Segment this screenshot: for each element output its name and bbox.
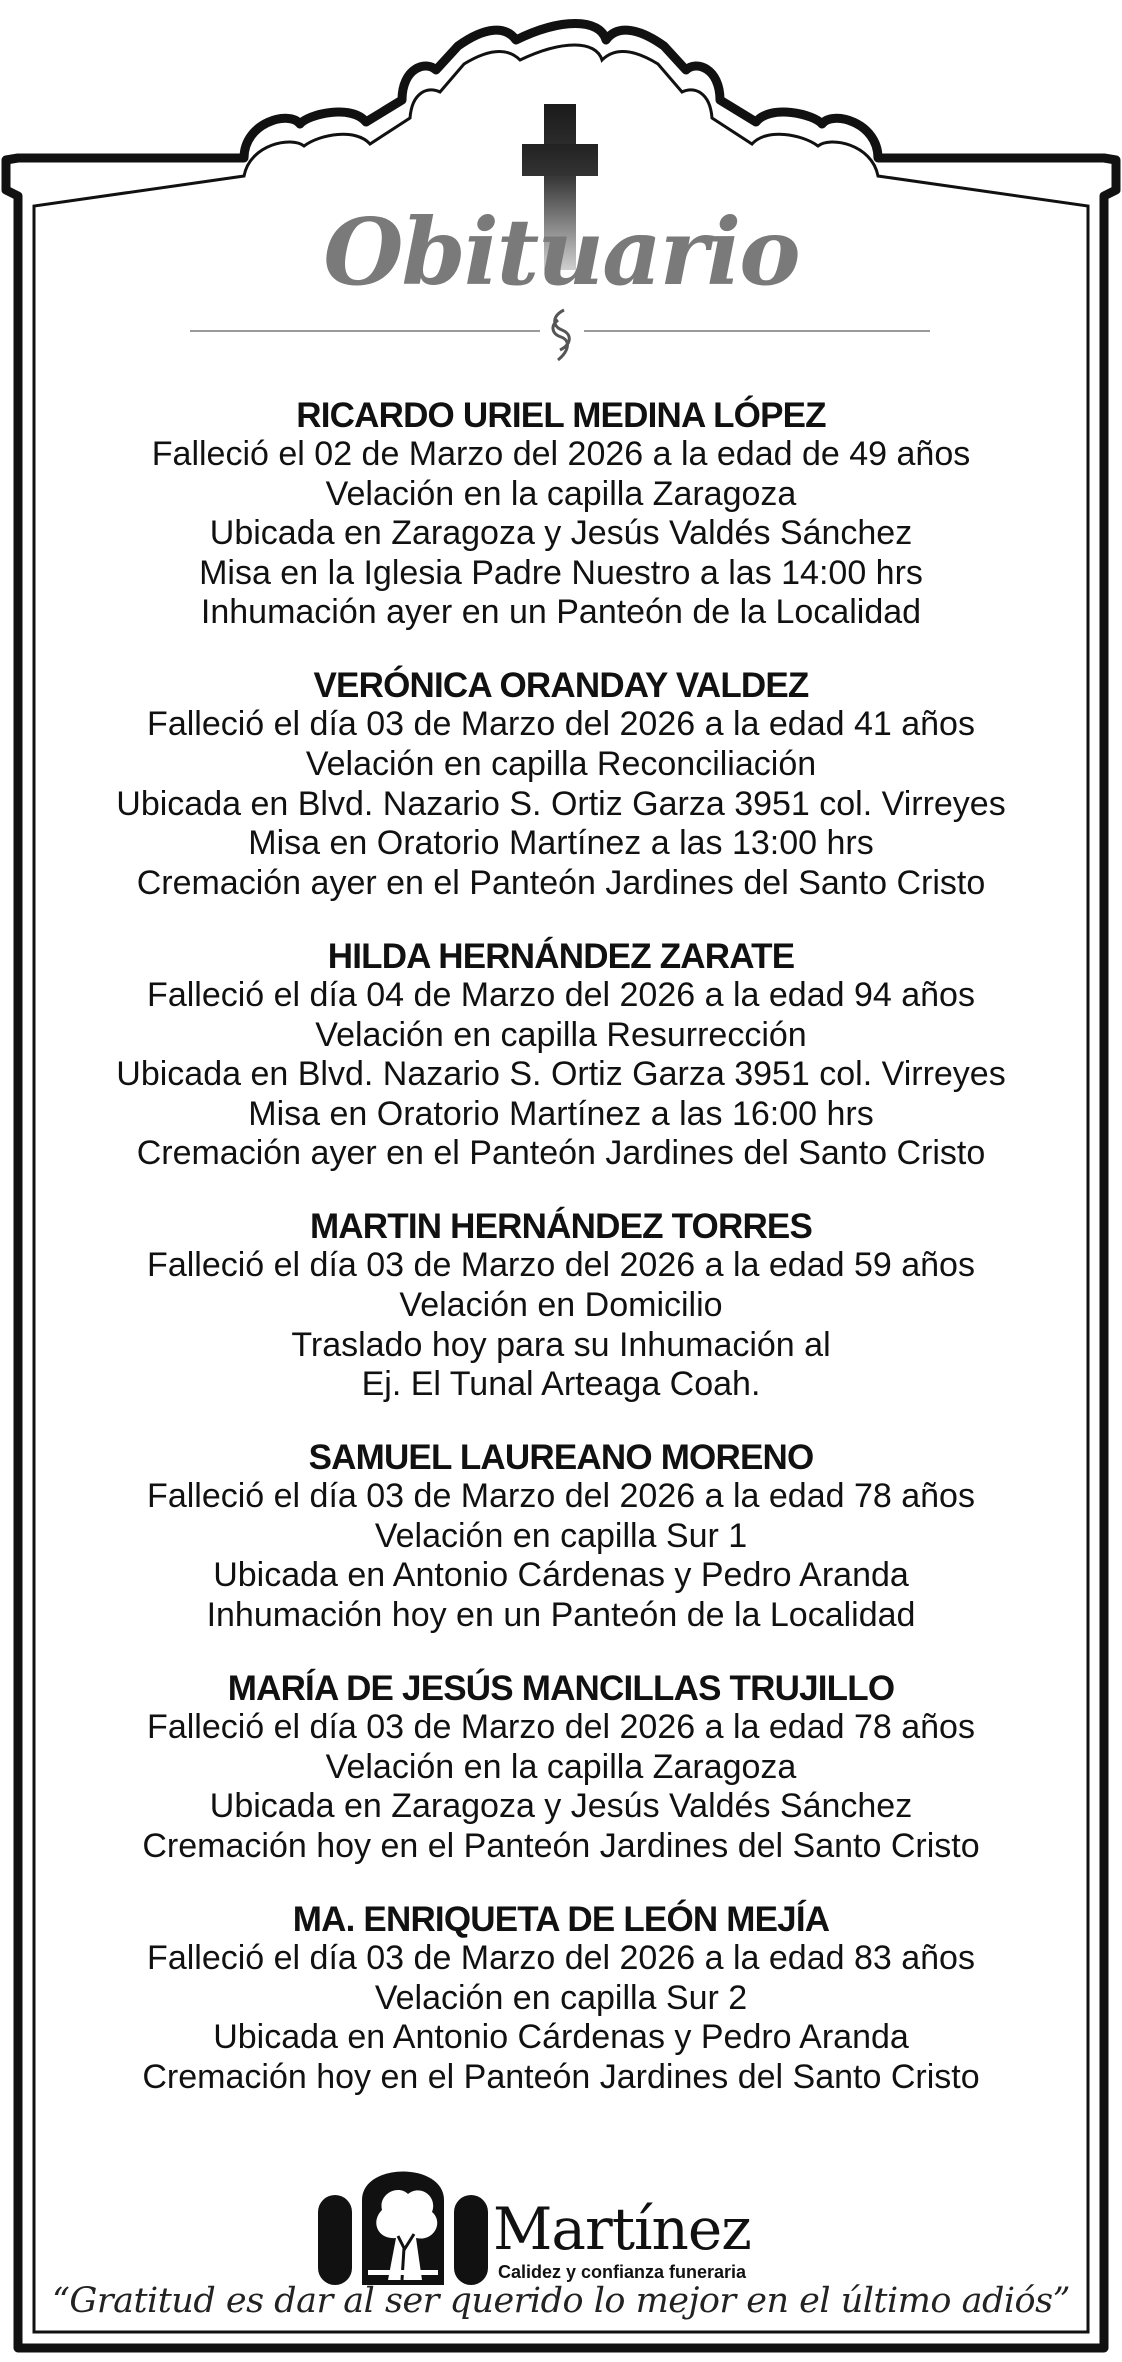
obituary-entry xyxy=(40,396,1082,633)
funeral-home-logo xyxy=(318,2160,798,2290)
entry-detail: Falleció el día 03 de Marzo del 2026 a la edad 78 años xyxy=(147,1477,975,1516)
entry-detail: Inhumación ayer en un Panteón de la Localidad xyxy=(200,593,922,632)
deceased-name: MARTIN HERNÁNDEZ TORRES xyxy=(309,1207,813,1247)
deceased-name: MARÍA DE JESÚS MANCILLAS TRUJILLO xyxy=(227,1669,895,1709)
deceased-name: HILDA HERNÁNDEZ ZARATE xyxy=(327,936,795,976)
divider-right xyxy=(584,330,930,332)
entry-detail: Ubicada en Antonio Cárdenas y Pedro Aranda xyxy=(213,2018,909,2057)
brand-slogan: Calidez y confianza funeraria xyxy=(498,2262,747,2282)
entry-detail: Velación en la capilla Zaragoza xyxy=(325,474,797,513)
entry-detail: Falleció el día 03 de Marzo del 2026 a la edad 41 años xyxy=(147,705,975,744)
entry-detail: Cremación ayer en el Panteón Jardines del Santo Cristo xyxy=(136,1134,986,1173)
obituary-entry xyxy=(40,1669,1082,1866)
entry-detail: Misa en Oratorio Martínez a las 13:00 hrs xyxy=(248,824,874,863)
entry-detail: Misa en la Iglesia Padre Nuestro a las 14:00 hrs xyxy=(199,553,923,592)
entry-detail: Ubicada en Zaragoza y Jesús Valdés Sánchez xyxy=(209,514,913,553)
entry-detail: Velación en capilla Reconciliación xyxy=(305,745,817,784)
chapel-icon xyxy=(318,2160,488,2290)
entry-detail: Ej. El Tunal Arteaga Coah. xyxy=(361,1365,761,1404)
deceased-name: MA. ENRIQUETA DE LEÓN MEJÍA xyxy=(292,1900,830,1940)
entry-detail: Velación en la capilla Zaragoza xyxy=(325,1747,797,1786)
entry-detail: Ubicada en Blvd. Nazario S. Ortiz Garza 3951 col. Virreyes xyxy=(116,1055,1006,1094)
brand-name: Martínez xyxy=(493,2195,751,2263)
entry-detail: Velación en capilla Sur 2 xyxy=(374,1978,748,2017)
entry-detail: Velación en capilla Sur 1 xyxy=(374,1516,748,1555)
deceased-name: SAMUEL LAUREANO MORENO xyxy=(308,1438,814,1478)
obituary-entry xyxy=(40,1900,1082,2097)
entry-detail: Velación en capilla Resurrección xyxy=(315,1015,807,1054)
obituary-list xyxy=(40,396,1082,2131)
entry-detail: Misa en Oratorio Martínez a las 16:00 hrs xyxy=(248,1094,874,1133)
obituary-entry xyxy=(40,937,1082,1174)
obituary-entry xyxy=(40,1438,1082,1635)
entry-detail: Traslado hoy para su Inhumación al xyxy=(291,1325,831,1364)
entry-detail: Ubicada en Blvd. Nazario S. Ortiz Garza 3951 col. Virreyes xyxy=(116,784,1006,823)
entry-detail: Velación en Domicilio xyxy=(399,1286,723,1324)
entry-detail: Ubicada en Zaragoza y Jesús Valdés Sánchez xyxy=(209,1787,913,1826)
entry-detail: Falleció el 02 de Marzo del 2026 a la edad de 49 años xyxy=(151,435,971,473)
entry-detail: Cremación hoy en el Panteón Jardines del Santo Cristo xyxy=(142,2057,980,2096)
footer-quote: “Gratitud es dar al ser querido lo mejor en el último adiós” xyxy=(52,2281,1070,2321)
page-title: Obituario xyxy=(323,198,799,306)
entry-detail: Falleció el día 03 de Marzo del 2026 a la edad 59 años xyxy=(147,1246,975,1285)
entry-detail: Ubicada en Antonio Cárdenas y Pedro Aranda xyxy=(213,1556,909,1595)
flourish-icon xyxy=(544,306,578,364)
deceased-name: RICARDO URIEL MEDINA LÓPEZ xyxy=(296,396,826,435)
entry-detail: Falleció el día 04 de Marzo del 2026 a la edad 94 años xyxy=(147,975,975,1014)
entry-detail: Falleció el día 03 de Marzo del 2026 a la edad 78 años xyxy=(147,1708,975,1747)
divider-left xyxy=(190,330,540,332)
entry-detail: Cremación ayer en el Panteón Jardines del Santo Cristo xyxy=(136,863,986,902)
entry-detail: Inhumación hoy en un Panteón de la Localidad xyxy=(206,1596,916,1635)
obituary-entry xyxy=(40,666,1082,903)
obituary-entry xyxy=(40,1207,1082,1404)
entry-detail: Falleció el día 03 de Marzo del 2026 a la edad 83 años xyxy=(147,1939,975,1978)
entry-detail: Cremación hoy en el Panteón Jardines del Santo Cristo xyxy=(142,1826,980,1865)
deceased-name: VERÓNICA ORANDAY VALDEZ xyxy=(313,666,809,706)
